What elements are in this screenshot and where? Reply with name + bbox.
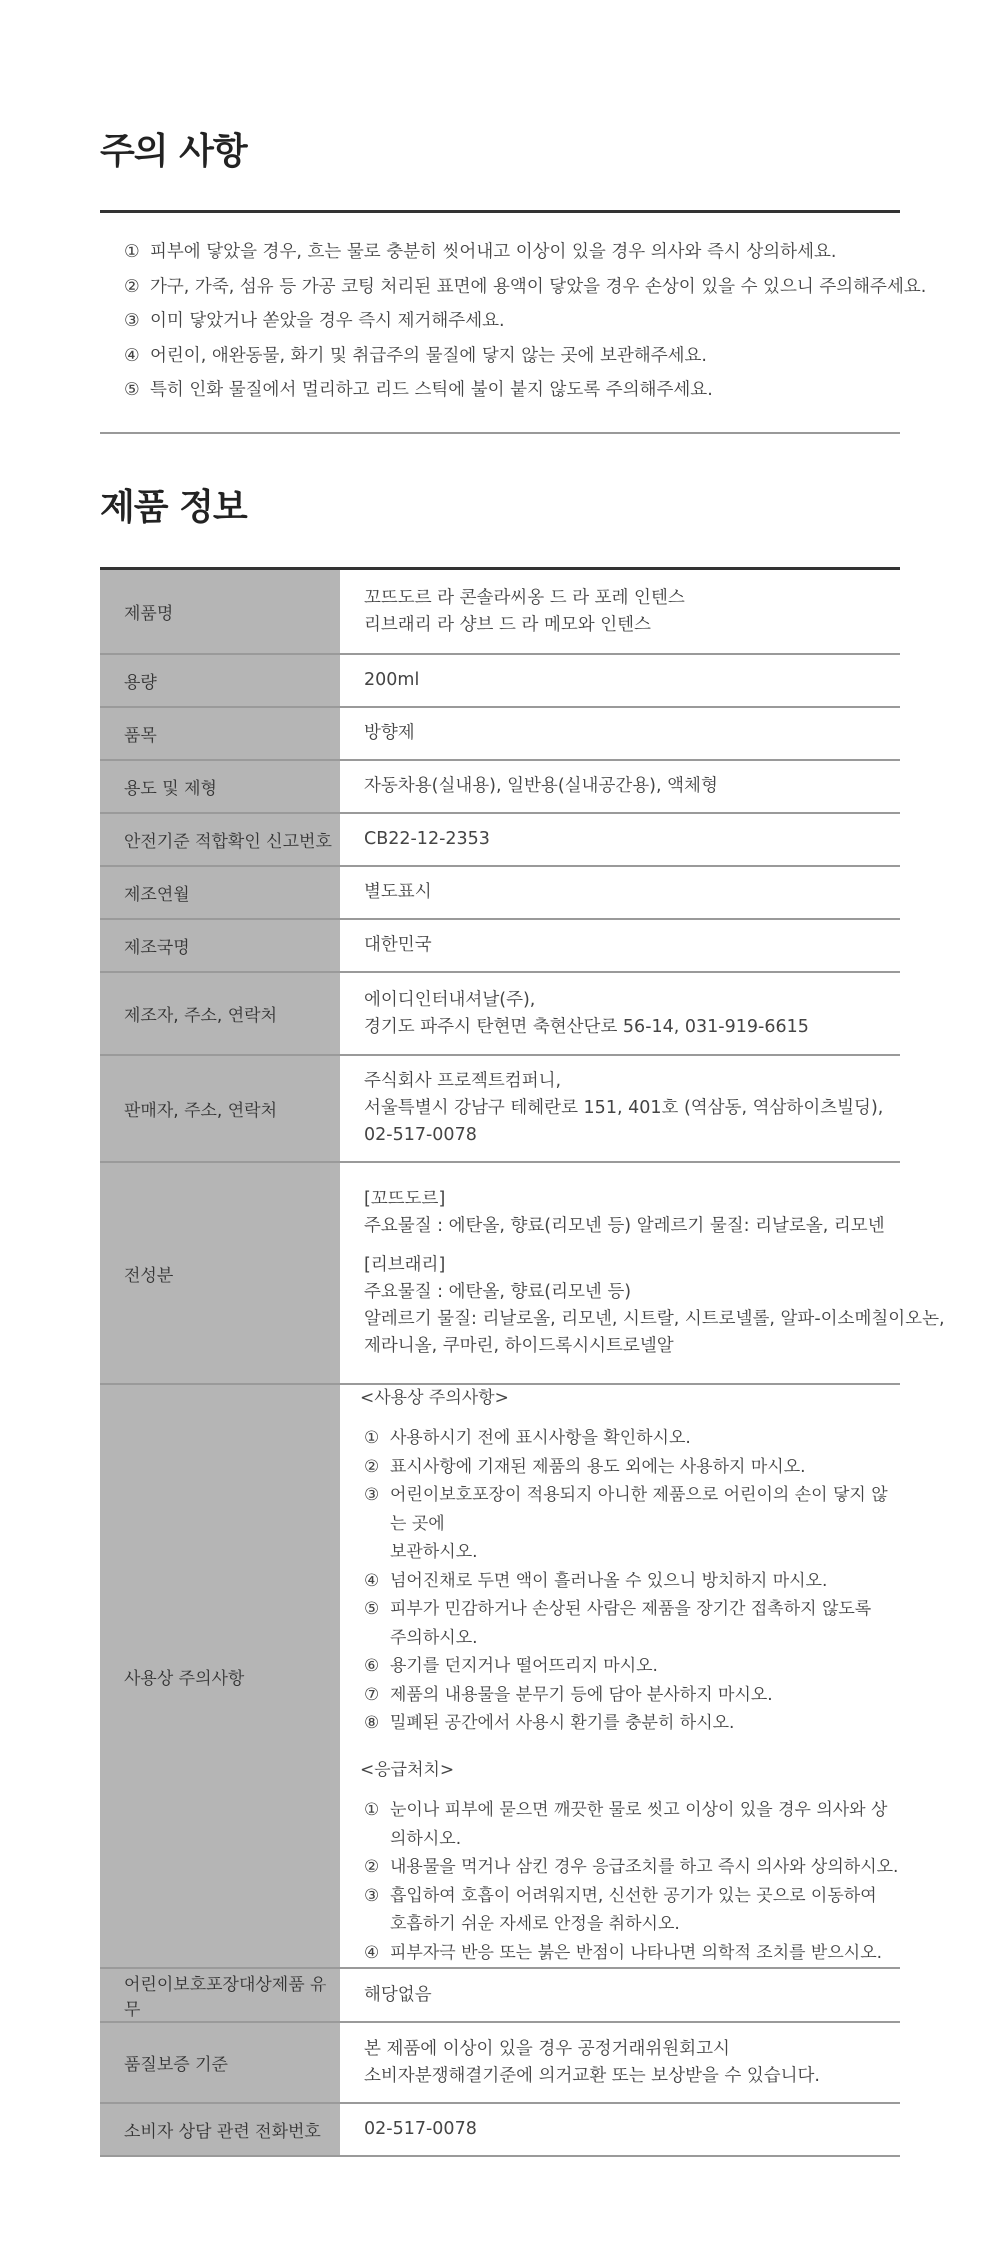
value-line: 대한민국 (364, 935, 432, 955)
caution-item (124, 270, 927, 305)
row-value (340, 655, 900, 706)
value-line: 주요물질 : 에탄올, 향료(리모넨 등) 알레르기 물질: 리날로올, 리모넨 (364, 1216, 885, 1236)
row-category (100, 708, 900, 761)
value-line: 꼬뜨도르 라 콘솔라씨옹 드 라 포레 인텐스 (364, 587, 685, 608)
row-child-packaging (100, 1969, 900, 2023)
value-line: 별도표시 (364, 882, 432, 902)
usage-item (364, 1424, 900, 1453)
row-value (340, 570, 900, 653)
value-line: 해당없음 (364, 1984, 432, 2005)
item-number: ④ (124, 345, 140, 366)
usage-item (364, 1595, 900, 1652)
item-number: ⑦ (364, 1684, 380, 1705)
item-text: 용기를 던지거나 떨어뜨리지 마시오. (390, 1656, 658, 1676)
row-value (340, 920, 900, 971)
ingredient-block (364, 1186, 945, 1240)
usage-item (364, 1681, 900, 1710)
row-country (100, 920, 900, 973)
item-text: 사용하시기 전에 표시사항을 확인하시오. (390, 1428, 691, 1448)
item-number: ① (124, 242, 140, 262)
value-line: 방향제 (364, 723, 415, 743)
row-label: 제품명 (100, 570, 340, 653)
item-text-continued: 보관하시오. (390, 1542, 478, 1562)
row-label: 용량 (100, 655, 340, 706)
first-aid-item (364, 1882, 900, 1939)
item-number: ⑤ (364, 1599, 380, 1619)
item-number: ⑤ (124, 380, 140, 400)
item-number: ⑥ (364, 1656, 380, 1676)
value-line: 제라니올, 쿠마린, 하이드록시시트로넬알 (364, 1336, 674, 1356)
item-text: 제품의 내용물을 분무기 등에 담아 분사하지 마시오. (390, 1684, 773, 1705)
value-line: [꼬뜨도르] (364, 1189, 446, 1209)
usage-item (364, 1453, 900, 1482)
usage-item (364, 1709, 900, 1738)
value-line: 리브래리 라 샹브 드 라 메모와 인텐스 (364, 614, 651, 635)
row-value (340, 814, 900, 865)
caution-section (100, 131, 927, 434)
item-text: 눈이나 피부에 묻으면 깨끗한 물로 씻고 이상이 있을 경우 의사와 상의하시오. (390, 1800, 888, 1849)
value-line: 경기도 파주시 탄현면 축현산단로 56-14, 031-919-6615 (364, 1016, 809, 1037)
item-text: 넘어진채로 두면 액이 흘러나올 수 있으니 방치하지 마시오. (390, 1570, 828, 1591)
row-usage-type (100, 761, 900, 814)
item-number: ② (364, 1456, 380, 1477)
item-number: ① (364, 1428, 380, 1448)
product-info-table (100, 570, 945, 2157)
row-value (340, 708, 900, 759)
caution-title: 주의 사항 (100, 131, 247, 172)
item-number: ③ (124, 311, 140, 331)
row-label: 용도 및 제형 (100, 761, 340, 812)
row-label: 사용상 주의사항 (100, 1385, 340, 1967)
product-info-section (100, 487, 945, 2157)
row-value (340, 867, 900, 918)
item-text: 내용물을 먹거나 삼킨 경우 응급조치를 하고 즉시 의사와 상의하시오. (390, 1857, 899, 1877)
value-line: 알레르기 물질: 리날로올, 리모넨, 시트랄, 시트로넬롤, 알파-이소메칠이오논, (364, 1309, 945, 1329)
caution-text: 특히 인화 물질에서 멀리하고 리드 스틱에 불이 붙지 않도록 주의해주세요. (150, 380, 713, 400)
row-manufacture-date (100, 867, 900, 920)
item-text: 흡입하여 호흡이 어려워지면, 신선한 공기가 있는 곳으로 이동하여 (390, 1885, 877, 1906)
value-line: CB22-12-2353 (364, 829, 490, 849)
caution-text: 가구, 가죽, 섬유 등 가공 코팅 처리된 표면에 용액이 닿았을 경우 손상이 있을 수 있으니 주의해주세요. (150, 276, 927, 297)
first-aid-heading: <응급처치> (360, 1760, 455, 1780)
spacer (364, 1738, 900, 1758)
row-label: 판매자, 주소, 연락처 (100, 1056, 340, 1161)
value-line: 소비자분쟁해결기준에 의거교환 또는 보상받을 수 있습니다. (364, 2065, 820, 2086)
row-seller (100, 1056, 900, 1163)
value-line: 자동차용(실내용), 일반용(실내공간용), 액체형 (364, 776, 718, 796)
row-value (340, 1163, 945, 1383)
item-number: ③ (364, 1885, 380, 1906)
row-value (340, 761, 900, 812)
row-safety-number (100, 814, 900, 867)
item-text: 피부자극 반응 또는 붉은 반점이 나타나면 의학적 조치를 받으시오. (390, 1942, 883, 1963)
item-text: 피부가 민감하거나 손상된 사람은 제품을 장기간 접촉하지 않도록 (390, 1599, 872, 1619)
row-label: 제조연월 (100, 867, 340, 918)
row-value (340, 2023, 900, 2102)
item-number: ① (364, 1800, 380, 1820)
value-line: 본 제품에 이상이 있을 경우 공정거래위원회고시 (364, 2038, 730, 2059)
item-text: 어린이보호포장이 적용되지 아니한 제품으로 어린이의 손이 닿지 않는 곳에 (390, 1485, 888, 1534)
item-number: ③ (364, 1485, 380, 1505)
usage-heading: <사용상 주의사항> (360, 1388, 509, 1408)
first-aid-item (364, 1796, 900, 1853)
row-label: 품질보증 기준 (100, 2023, 340, 2102)
item-text-continued: 주의하시오. (390, 1627, 478, 1648)
item-number: ② (364, 1857, 380, 1877)
value-line: 200ml (364, 670, 420, 690)
row-ingredients (100, 1163, 945, 1385)
caution-text: 이미 닿았거나 쏟았을 경우 즉시 제거해주세요. (150, 311, 505, 331)
value-line: 02-517-0078 (364, 2119, 477, 2139)
caution-list (100, 213, 927, 432)
row-label: 소비자 상담 관련 전화번호 (100, 2104, 340, 2155)
row-value (340, 973, 900, 1054)
value-line: 서울특별시 강남구 테헤란로 151, 401호 (역삼동, 역삼하이츠빌딩), (364, 1098, 884, 1118)
caution-item (124, 339, 900, 374)
row-value (340, 2104, 900, 2155)
row-value (340, 1385, 900, 1967)
row-value (340, 1969, 900, 2021)
value-line: [리브래리] (364, 1255, 446, 1275)
usage-item (364, 1567, 900, 1596)
item-number: ② (124, 276, 140, 297)
row-label: 품목 (100, 708, 340, 759)
row-consumer-phone (100, 2104, 900, 2157)
value-line: 주식회사 프로젝트컴퍼니, (364, 1071, 562, 1091)
caution-text: 어린이, 애완동물, 화기 및 취급주의 물질에 닿지 않는 곳에 보관해주세요. (150, 345, 707, 366)
usage-item (364, 1652, 900, 1681)
row-volume (100, 655, 900, 708)
usage-item (364, 1481, 900, 1567)
ingredient-block (364, 1252, 945, 1360)
item-text: 표시사항에 기재된 제품의 용도 외에는 사용하지 마시오. (390, 1456, 806, 1477)
row-precautions (100, 1385, 900, 1969)
caution-text: 피부에 닿았을 경우, 흐는 물로 충분히 씻어내고 이상이 있을 경우 의사와 즉시 상의하세요. (150, 242, 837, 262)
row-label: 제조자, 주소, 연락처 (100, 973, 340, 1054)
row-value (340, 1056, 900, 1161)
value-line: 주요물질 : 에탄올, 향료(리모넨 등) (364, 1282, 632, 1302)
caution-item (124, 235, 900, 270)
row-manufacturer (100, 973, 900, 1056)
item-text-continued: 호흡하기 쉬운 자세로 안정을 취하시오. (390, 1914, 680, 1934)
item-text: 밀폐된 공간에서 사용시 환기를 충분히 하시오. (390, 1713, 735, 1733)
value-line: 02-517-0078 (364, 1125, 477, 1145)
item-number: ⑧ (364, 1713, 380, 1733)
caution-bottom-divider (100, 432, 900, 434)
row-label: 전성분 (100, 1163, 340, 1383)
row-quality-standard (100, 2023, 900, 2104)
item-number: ④ (364, 1942, 380, 1963)
value-line: 에이디인터내셔날(주), (364, 989, 536, 1010)
row-label: 어린이보호포장대상제품 유무 (100, 1969, 340, 2021)
first-aid-item (364, 1939, 900, 1968)
first-aid-item (364, 1853, 900, 1882)
row-label: 제조국명 (100, 920, 340, 971)
row-product-name (100, 570, 900, 655)
item-number: ④ (364, 1570, 380, 1591)
product-info-title: 제품 정보 (100, 487, 247, 528)
caution-item (124, 304, 900, 339)
caution-item (124, 373, 900, 408)
row-label: 안전기준 적합확인 신고번호 (100, 814, 340, 865)
